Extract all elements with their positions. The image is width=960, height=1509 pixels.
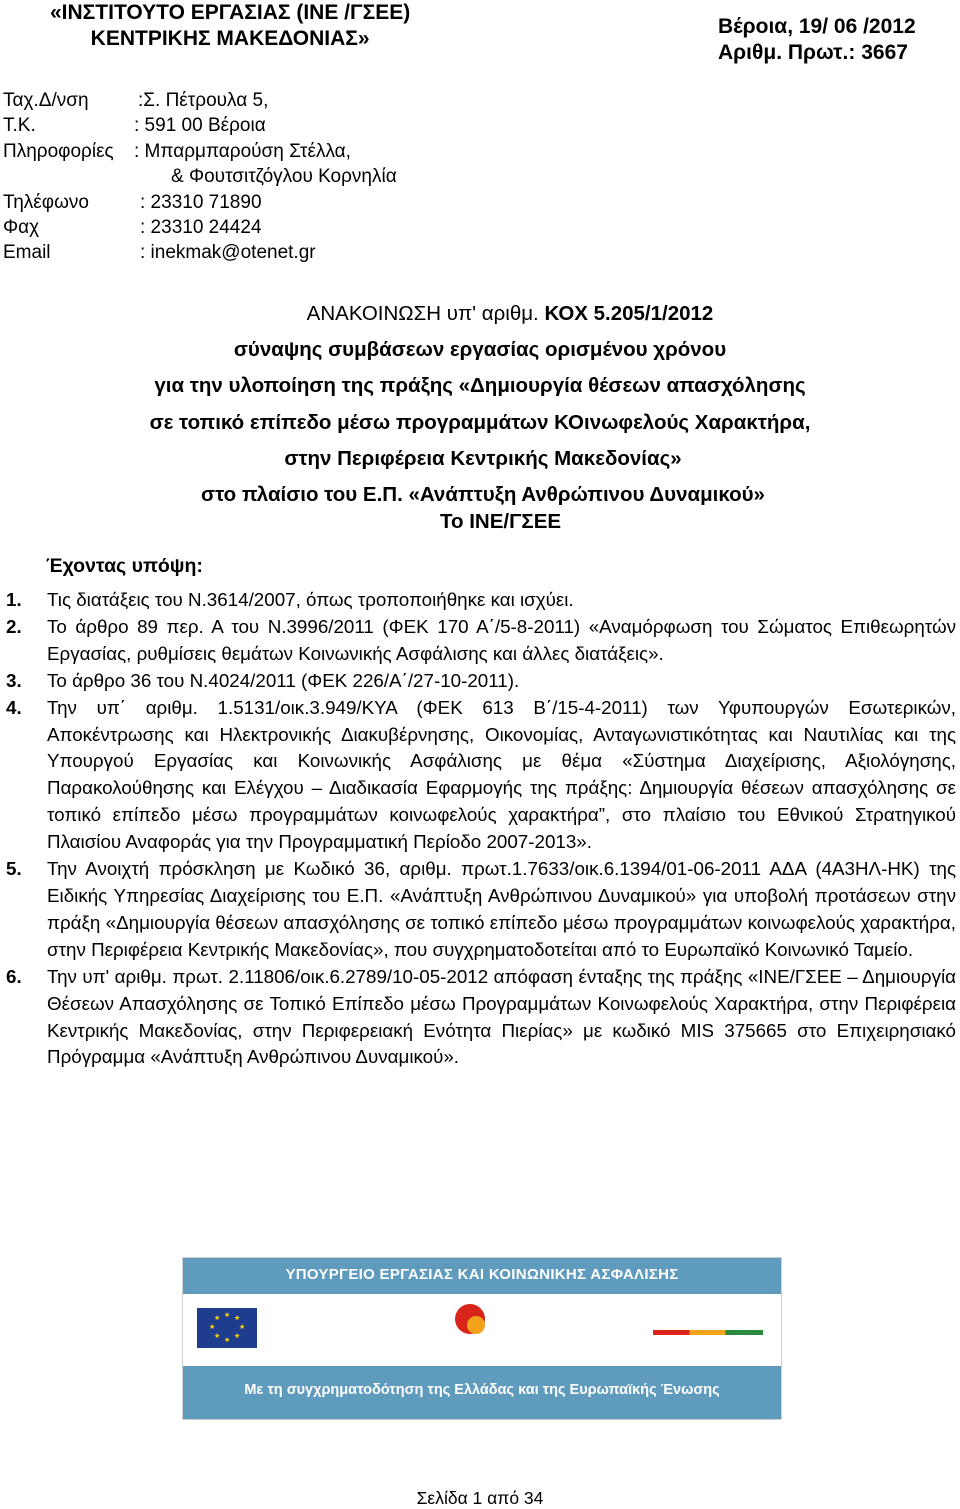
contact-value: : 23310 71890 bbox=[140, 191, 262, 213]
document-date: Βέροια, 19/ 06 /2012 bbox=[718, 15, 916, 38]
contact-label: Πληροφορίες bbox=[3, 140, 114, 162]
list-item bbox=[6, 668, 956, 695]
having-regard-heading: Έχοντας υπόψη: bbox=[46, 555, 203, 577]
item-text: Το άρθρο 36 του Ν.4024/2011 (ΦΕΚ 226/Α΄/27-10-2011). bbox=[47, 669, 520, 691]
title-line: σύναψης συμβάσεων εργασίας ορισμένου χρόνου bbox=[233, 338, 727, 362]
contact-label: Φαχ bbox=[3, 216, 40, 238]
item-text: Τις διατάξεις του Ν.3614/2007, όπως τροποποιήθηκε και ισχύει. bbox=[47, 589, 574, 610]
item-text: Την υπ' αριθμ. πρωτ. 2.11806/οικ.6.2789/10-05-2012 απόφαση ένταξης της πράξης «ΙΝΕ/ΓΣΕΕ – Δημιουργία Θέσεων Απασχόλησης σε Τοπικό Επίπεδο μέσω Προγραμμάτων Κοινωφελούς Χαρακτήρα, στην Περιφέρεια Κεντρικής Μακεδονίας, στην Περιφερειακή Ενότητα Πιερίας» με κωδικό MIS 375665 στο Επιχειρησιακό Πρόγραμμα «Ανάπτυξη Ανθρώπινου Δυναμικού». bbox=[47, 965, 956, 1068]
organization-name: «ΙΝΣΤΙΤΟΥΤΟ ΕΡΓΑΣΙΑΣ (ΙΝΕ /ΓΣΕΕ) bbox=[50, 1, 411, 24]
item-number: 3. bbox=[6, 669, 22, 691]
item-number: 5. bbox=[6, 858, 22, 880]
contact-value: : 23310 24424 bbox=[140, 216, 262, 238]
announcement-prefix: ΑΝΑΚΟΙΝΩΣΗ υπ' αριθμ. bbox=[306, 302, 545, 325]
contact-label: Τ.Κ. bbox=[3, 115, 36, 137]
document-date-block bbox=[718, 14, 916, 66]
contact-value: & Φουτσιτζόγλου Κορνηλία bbox=[171, 166, 397, 188]
legal-basis-list bbox=[6, 587, 956, 1071]
item-number: 6. bbox=[6, 965, 22, 987]
item-number: 4. bbox=[6, 696, 22, 718]
contact-label: Τηλέφωνο bbox=[3, 191, 89, 213]
page-number: Σελίδα 1 από 34 bbox=[416, 1488, 544, 1508]
list-item bbox=[6, 964, 956, 1072]
item-number: 2. bbox=[6, 615, 22, 637]
contact-value: : Μπαρμπαρούση Στέλλα, bbox=[134, 140, 351, 162]
title-line: σε τοπικό επίπεδο μέσω προγραμμάτων ΚΟινωφελούς Χαρακτήρα, bbox=[149, 410, 811, 434]
issuer-heading: Το ΙΝΕ/ΓΣΕΕ bbox=[440, 510, 562, 533]
item-text: Την υπ΄ αριθμ. 1.5131/οικ.3.949/ΚΥΑ (ΦΕΚ 613 Β΄/15-4-2011) των Υφυπουργών Εσωτερικών, Αποκέντρωσης και Ηλεκτρονικής Διακυβέρνησης, Οικονομίας, Ανταγωνιστικότητας και Ναυτιλίας και της Υπουργού Εργασίας και Κοινωνικής Ασφάλισης με θέμα «Σύστημα Διαχείρισης, Αξιολόγησης, Παρακολούθησης και Ελέγχου – Διαδικασία Εφαρμογής της πράξης: Δημιουργία θέσεων απασχόλησης σε τοπικό επίπεδο μέσω προγραμμάτων κοινωφελούς χαρακτήρα”, στο πλαίσιο του Εθνικού Στρατηγικού Πλαισίου Αναφοράς για την Προγραμματική Περίοδο 2007-2013». bbox=[47, 696, 956, 853]
announcement-number bbox=[0, 296, 960, 332]
ministry-name: ΥΠΟΥΡΓΕΙΟ ΕΡΓΑΣΙΑΣ ΚΑΙ ΚΟΙΝΩΝΙΚΗΣ ΑΣΦΑΛΙΣΗΣ bbox=[285, 1266, 679, 1283]
contact-label: Ταχ.Δ/νση bbox=[3, 90, 89, 111]
item-text: Το άρθρο 89 περ. Α του Ν.3996/2011 (ΦΕΚ 170 Α΄/5-8-2011) «Αναμόρφωση του Σώματος Επιθεωρητών Εργασίας, ρυθμίσεις θεμάτων Κοινωνικής Ασφάλισης και άλλες διατάξεις». bbox=[47, 615, 956, 664]
espa-logo-icon bbox=[653, 1330, 763, 1335]
item-text: Την Ανοιχτή πρόσκληση με Κωδικό 36, αριθμ. πρωτ.1.7633/οικ.6.1394/01-06-2011 ΑΔΑ (4Α3ΗΛ-ΗΚ) της Ειδικής Υπηρεσίας Διαχείρισης του Ε.Π. «Ανάπτυξη Ανθρώπινου Δυναμικού» για υποβολή προτάσεων στην πράξη «Δημιουργία θέσεων απασχόλησης σε τοπικό επίπεδο μέσω προγραμμάτων κοινωφελούς χαρακτήρα, στην Περιφέρεια Κεντρικής Μακεδονίας», που συγχρηματοδοτείται από το Ευρωπαϊκό Κοινωνικό Ταμείο. bbox=[47, 858, 956, 960]
funding-banner bbox=[182, 1257, 782, 1420]
announcement-title bbox=[0, 296, 960, 513]
contact-label: Email bbox=[3, 242, 51, 264]
operational-programme-logo-accent-icon bbox=[467, 1316, 485, 1334]
organization-header bbox=[50, 0, 410, 52]
announcement-reference: ΚΟΧ 5.205/1/2012 bbox=[544, 302, 714, 325]
contact-value: :Σ. Πέτρουλα 5, bbox=[138, 90, 269, 111]
list-item bbox=[6, 614, 956, 668]
contact-value: : 591 00 Βέροια bbox=[134, 115, 266, 137]
protocol-number: Αριθμ. Πρωτ.: 3667 bbox=[718, 41, 908, 64]
item-number: 1. bbox=[6, 589, 22, 610]
title-line: στην Περιφέρεια Κεντρικής Μακεδονίας» bbox=[284, 446, 682, 470]
eu-flag-icon: ★ ★ ★ ★ ★ ★ ★ ★ bbox=[197, 1308, 257, 1348]
cofunding-statement: Με τη συγχρηματοδότηση της Ελλάδας και της Ευρωπαϊκής Ένωσης bbox=[244, 1382, 720, 1398]
list-item bbox=[6, 856, 956, 964]
contact-value: : inekmak@otenet.gr bbox=[140, 242, 316, 264]
title-line: στο πλαίσιο του Ε.Π. «Ανάπτυξη Ανθρώπινου Δυναμικού» bbox=[201, 483, 765, 507]
list-item bbox=[6, 587, 956, 614]
list-item bbox=[6, 695, 956, 856]
organization-region: ΚΕΝΤΡΙΚΗΣ ΜΑΚΕΔΟΝΙΑΣ» bbox=[90, 27, 370, 50]
title-line: για την υλοποίηση της πράξης «Δημιουργία θέσεων απασχόλησης bbox=[154, 374, 806, 398]
